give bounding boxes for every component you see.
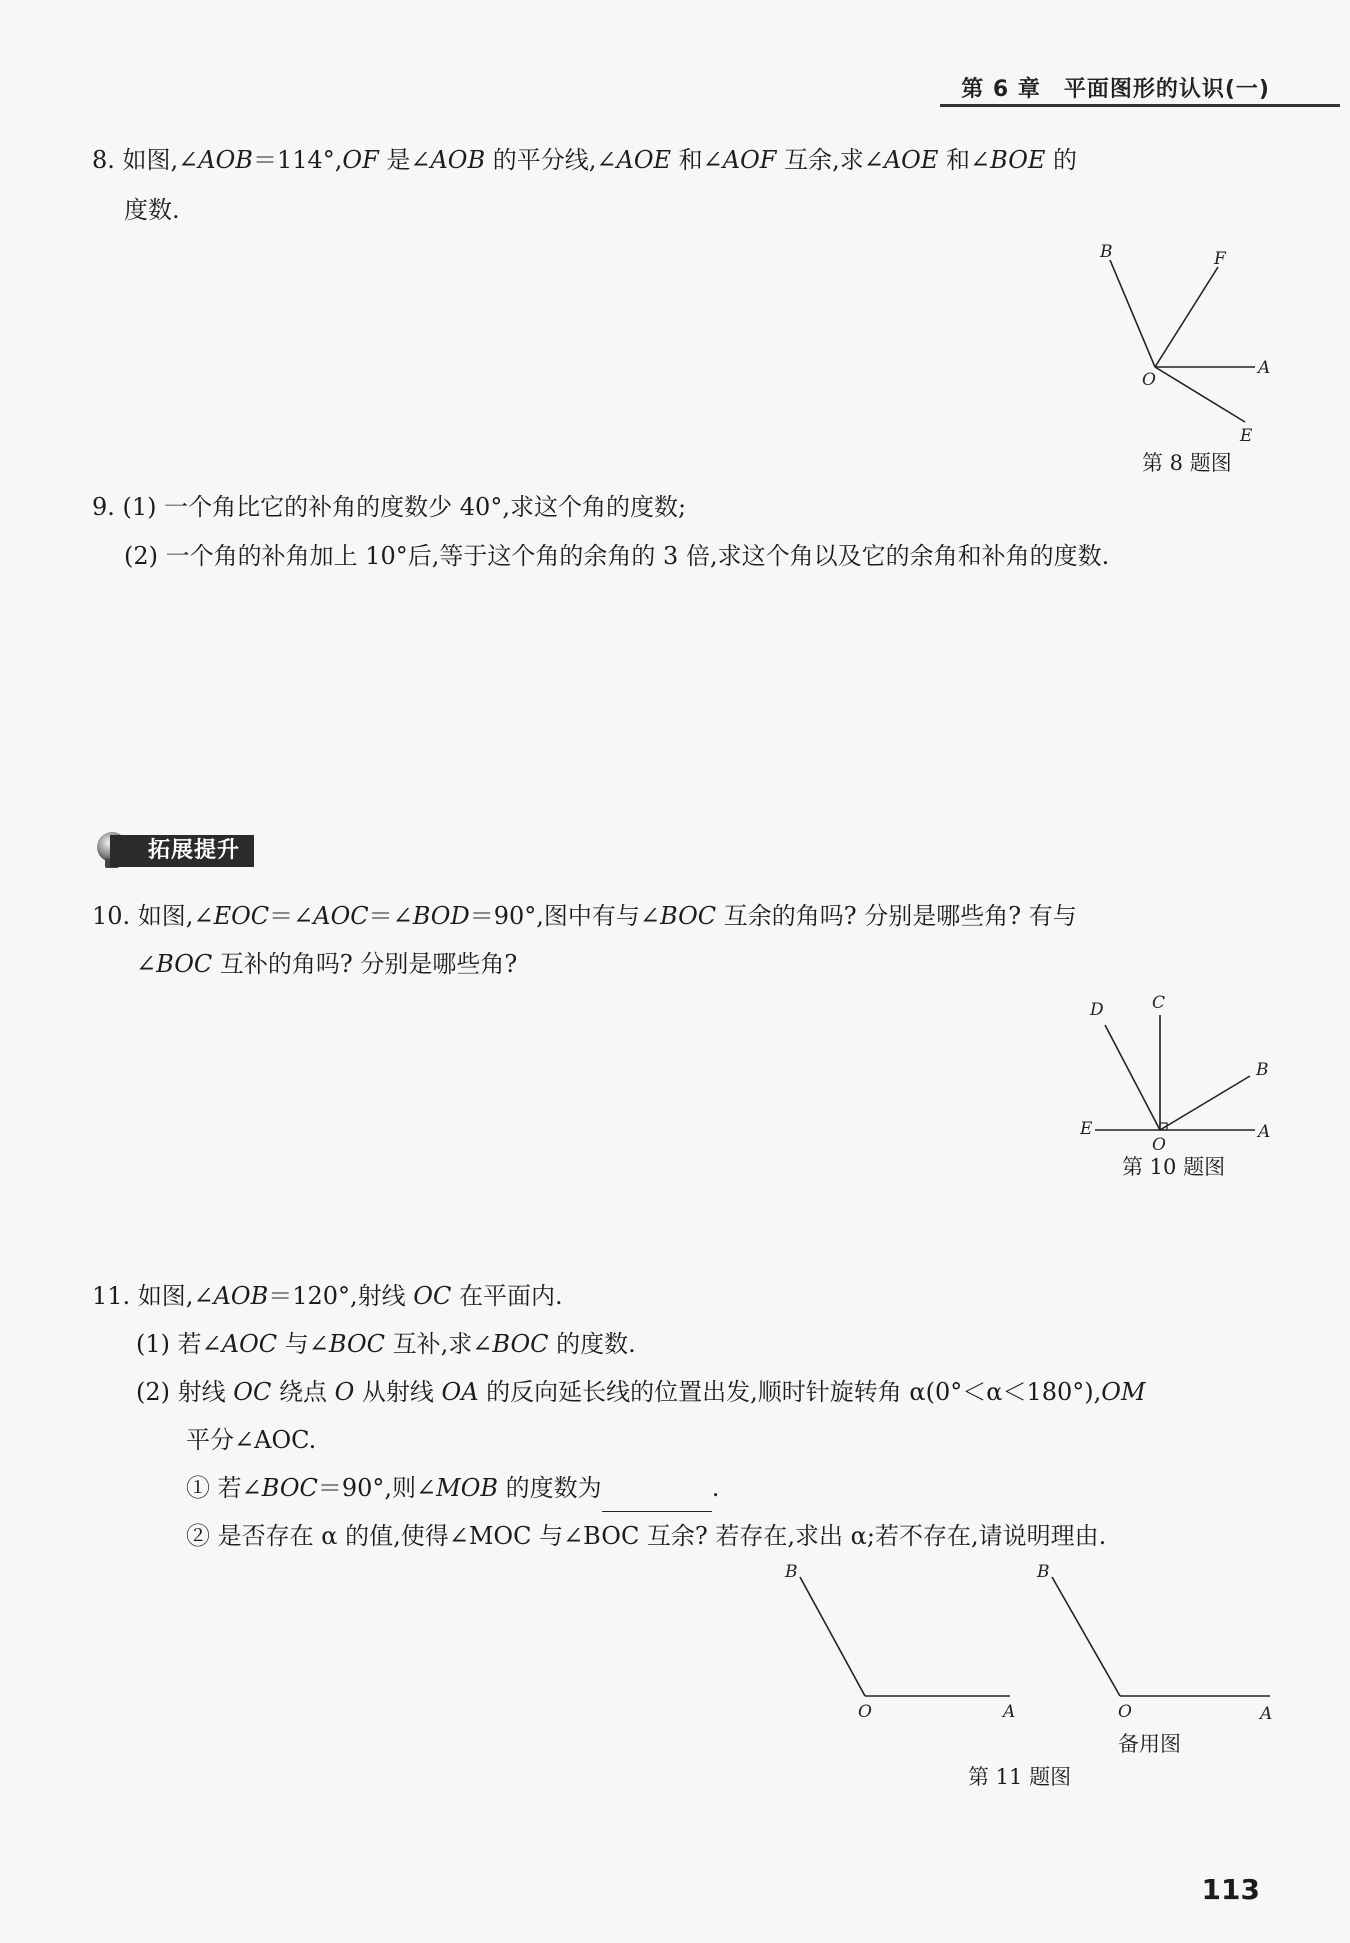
q11-number: 11. [92, 1282, 131, 1310]
q8-figure [1080, 230, 1280, 460]
q11-figure [770, 1555, 1290, 1735]
label-a: A [1258, 358, 1271, 378]
q9-line1: 9. (1) 一个角比它的补角的度数少 40°,求这个角的度数; [92, 493, 687, 521]
ray-ob [1160, 1076, 1250, 1130]
q8-line2: 度数. [124, 196, 180, 224]
ray-of [1155, 267, 1218, 367]
header-rule [940, 104, 1340, 107]
fig1-ray-ob [800, 1577, 865, 1696]
fig2-label-a: A [1260, 1704, 1273, 1724]
label-d: D [1090, 1000, 1104, 1020]
ray-od [1105, 1025, 1160, 1130]
label-c: C [1152, 993, 1166, 1013]
q11-line2: (1) 若∠AOC 与∠BOC 互补,求∠BOC 的度数. [136, 1330, 636, 1358]
chapter-header: 第 6 章 平面图形的认识(一) [961, 77, 1270, 102]
q11-line1: 11. 如图,∠AOB＝120°,射线 OC 在平面内. [92, 1282, 563, 1310]
q8-caption: 第 8 题图 [1142, 451, 1232, 475]
q11-spare-caption: 备用图 [1118, 1732, 1181, 1756]
label-e: E [1080, 1119, 1093, 1139]
ray-oe [1155, 367, 1245, 422]
label-b: B [1256, 1060, 1269, 1080]
q8-line1: 8. 如图,∠AOB＝114°,OF 是∠AOB 的平分线,∠AOE 和∠AOF 互余,求∠AOE 和∠BOE 的 [92, 146, 1078, 174]
section-title: 拓展提升 [110, 835, 254, 867]
q8-number: 8. [92, 146, 115, 174]
label-a: A [1258, 1122, 1271, 1142]
label-b: B [1100, 242, 1113, 262]
q11-line5: ① 若∠BOC＝90°,则∠MOB 的度数为 . [186, 1464, 719, 1512]
ray-ob [1110, 260, 1155, 367]
fig1-label-a: A [1003, 1702, 1016, 1722]
q10-line2: ∠BOC 互补的角吗? 分别是哪些角? [136, 950, 518, 978]
q10-figure [1070, 990, 1280, 1155]
q10-number: 10. [92, 902, 131, 930]
page-number: 113 [1201, 1873, 1260, 1906]
fig2-ray-ob [1052, 1577, 1120, 1696]
fig2-label-o: O [1118, 1702, 1132, 1722]
label-o: O [1142, 370, 1156, 390]
q10-line1: 10. 如图,∠EOC＝∠AOC＝∠BOD＝90°,图中有与∠BOC 互余的角吗? 分别是哪些角? 有与 [92, 902, 1077, 930]
fig2-label-b: B [1037, 1562, 1050, 1582]
fig1-label-o: O [858, 1702, 872, 1722]
answer-blank[interactable] [602, 1481, 712, 1512]
label-f: F [1214, 249, 1226, 269]
section-banner [92, 830, 254, 872]
fig1-label-b: B [785, 1562, 798, 1582]
q10-caption: 第 10 题图 [1122, 1155, 1226, 1179]
label-o: O [1152, 1135, 1166, 1155]
q11-line3: (2) 射线 OC 绕点 O 从射线 OA 的反向延长线的位置出发,顺时针旋转角 α(0°＜α＜180°),OM [136, 1378, 1146, 1406]
label-e: E [1240, 426, 1253, 446]
q11-caption: 第 11 题图 [968, 1765, 1072, 1789]
q9-line2: (2) 一个角的补角加上 10°后,等于这个角的余角的 3 倍,求这个角以及它的余角和补角的度数. [124, 542, 1110, 570]
q11-line4: 平分∠AOC. [186, 1426, 317, 1454]
q11-line6: ② 是否存在 α 的值,使得∠MOC 与∠BOC 互余? 若存在,求出 α;若不存在,请说明理由. [186, 1522, 1107, 1550]
